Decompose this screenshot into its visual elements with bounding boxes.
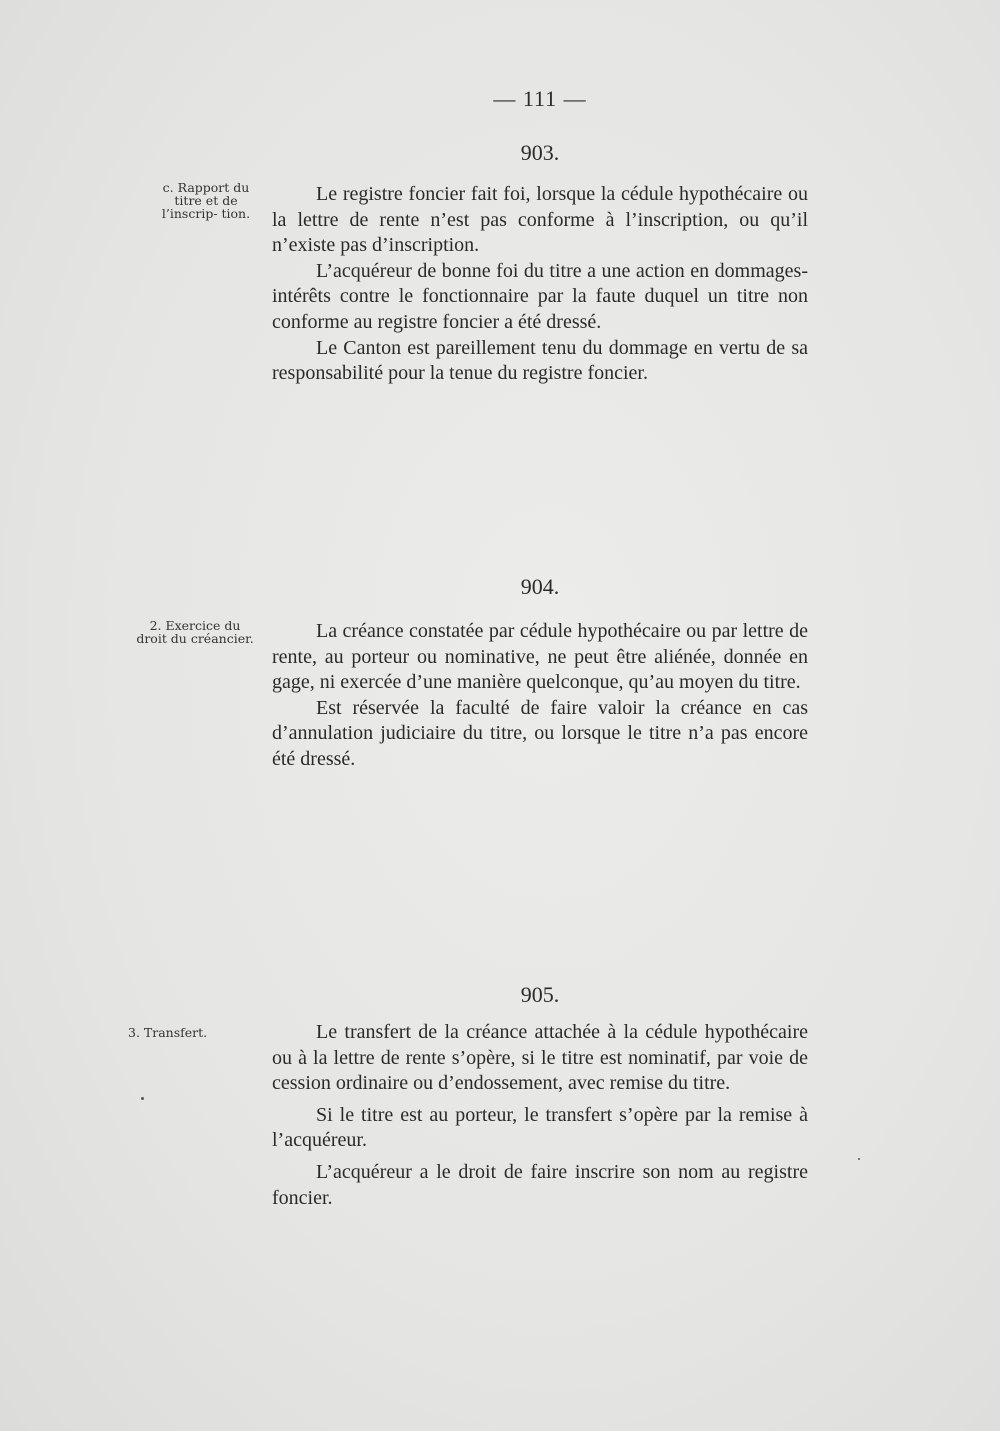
ink-speck <box>141 1097 144 1100</box>
page-number: — 111 — <box>493 86 587 111</box>
article-body-903 <box>272 182 808 387</box>
paragraph: La créance constatée par cédule hypothécaire ou par lettre de rente, au porteur ou nominative, ne peut être aliénée, donnée en gage, ni exercée d’une manière quelconque, qu’au moyen du titre. <box>272 620 808 694</box>
article-number-903: 903. <box>520 140 560 165</box>
paragraph: L’acquéreur a le droit de faire inscrire son nom au registre foncier. <box>272 1160 808 1209</box>
article-number-905: 905. <box>520 982 560 1007</box>
paragraph: L’acquéreur de bonne foi du titre a une action en dommages-intérêts contre le fonctionnaire par la faute duquel un titre non conforme au registre foncier a été dressé. <box>272 259 808 333</box>
article-number-904: 904. <box>520 574 560 599</box>
article-body-904 <box>272 619 808 773</box>
margin-note-904: 2. Exercice du droit du créancier. <box>136 618 254 646</box>
margin-note-903: c. Rapport du titre et de l’inscrip- tion. <box>161 180 251 221</box>
paragraph: Est réservée la faculté de faire valoir la créance en cas d’annulation judiciaire du titre, ou lorsque le titre n’a pas encore été dressé. <box>272 696 808 770</box>
article-body-905 <box>272 1020 808 1211</box>
paragraph: Le Canton est pareillement tenu du dommage en vertu de sa responsabilité pour la tenue du registre foncier. <box>272 336 808 385</box>
paragraph: Le registre foncier fait foi, lorsque la cédule hypothécaire ou la lettre de rente n’est pas conforme à l’inscription, ou qu’il n’existe pas d’inscription. <box>272 183 808 257</box>
ink-speck <box>858 1158 860 1160</box>
margin-note-905: 3. Transfert. <box>128 1025 208 1040</box>
paragraph: Si le titre est au porteur, le transfert s’opère par la remise à l’acquéreur. <box>272 1103 808 1152</box>
paragraph: Le transfert de la créance attachée à la cédule hypothécaire ou à la lettre de rente s’opère, si le titre est nominatif, par voie de cession ordinaire ou d’endossement, avec remise du titre. <box>272 1021 808 1095</box>
